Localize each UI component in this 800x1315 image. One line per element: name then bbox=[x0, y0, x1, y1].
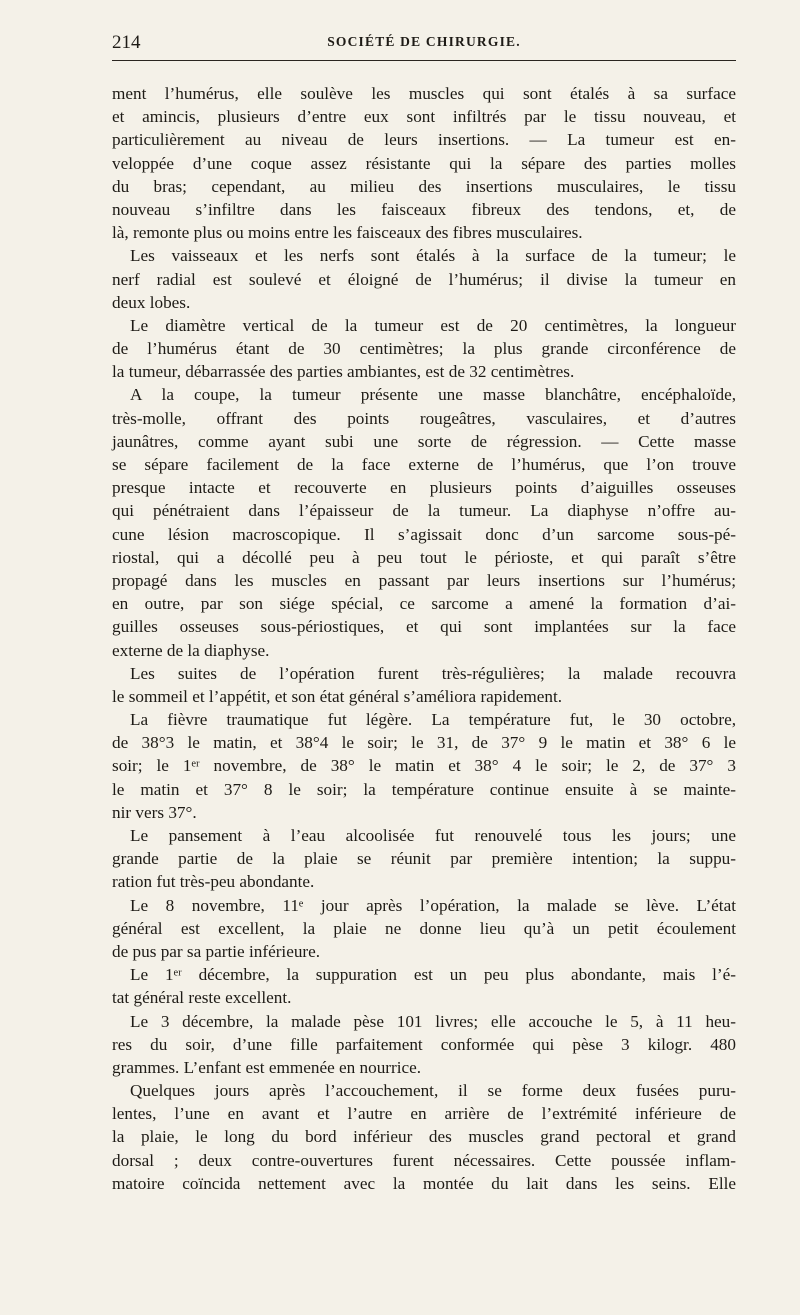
text-line: la plaie, le long du bord inférieur des muscles grand pectoral et grand bbox=[112, 1127, 736, 1147]
text-line: Le 3 décembre, la malade pèse 101 livres; elle accouche le 5, à 11 heu- bbox=[130, 1011, 736, 1031]
text-line: très-molle, offrant des points rougeâtres, vasculaires, et d’autres bbox=[112, 408, 736, 428]
text-line: de l’humérus étant de 30 centimètres; la plus grande circonférence de bbox=[112, 339, 736, 359]
text-line: ration fut très-peu abondante. bbox=[112, 872, 315, 892]
text-line: deux lobes. bbox=[112, 292, 191, 312]
book-page bbox=[112, 28, 736, 1193]
text-line: Le 1ᵉʳ décembre, la suppuration est un peu plus abondante, mais l’é- bbox=[130, 965, 736, 985]
paragraph bbox=[112, 963, 736, 1009]
text-line: en outre, par son siége spécial, ce sarcome a amené la formation d’ai- bbox=[112, 594, 736, 614]
text-line: lentes, l’une en avant et l’autre en arrière de l’extrémité inférieure de bbox=[112, 1104, 736, 1124]
text-line: riostal, qui a décollé peu à peu tout le périoste, et qui paraît s’être bbox=[112, 547, 736, 567]
running-head: SOCIÉTÉ DE CHIRURGIE. bbox=[327, 34, 521, 49]
text-line: nir vers 37°. bbox=[112, 802, 197, 822]
text-line: ment l’humérus, elle soulève les muscles qui sont étalés à sa surface bbox=[112, 84, 736, 103]
paragraph bbox=[112, 824, 736, 894]
text-line: particulièrement au niveau de leurs insertions. — La tumeur est en- bbox=[112, 130, 736, 150]
text-line: nerf radial est soulevé et éloigné de l’humérus; il divise la tumeur en bbox=[112, 269, 736, 289]
text-line: là, remonte plus ou moins entre les faisceaux des fibres musculaires. bbox=[112, 223, 583, 243]
text-line: et amincis, plusieurs d’entre eux sont infiltrés par le tissu nouveau, et bbox=[112, 107, 736, 127]
text-line: de 38°3 le matin, et 38°4 le soir; le 31, de 37° 9 le matin et 38° 6 le bbox=[112, 733, 736, 753]
text-line: soir; le 1ᵉʳ novembre, de 38° le matin et 38° 4 le soir; le 2, de 37° 3 bbox=[112, 756, 736, 776]
header-rule bbox=[112, 60, 736, 61]
text-line: Le 8 novembre, 11ᵉ jour après l’opération, la malade se lève. L’état bbox=[130, 895, 736, 915]
text-line: res du soir, d’une fille parfaitement conformée qui pèse 3 kilogr. 480 bbox=[112, 1034, 736, 1054]
paragraph bbox=[112, 1010, 736, 1080]
paragraph bbox=[112, 894, 736, 964]
paragraph bbox=[112, 383, 736, 661]
page-number: 214 bbox=[112, 32, 141, 53]
paragraph bbox=[112, 314, 736, 384]
text-line: dorsal ; deux contre-ouvertures furent nécessaires. Cette poussée inflam- bbox=[112, 1150, 736, 1170]
text-line: de pus par sa partie inférieure. bbox=[112, 941, 321, 961]
page-header bbox=[112, 28, 736, 58]
text-line: général est excellent, la plaie ne donne lieu qu’à un petit écoulement bbox=[112, 918, 736, 938]
text-line: tat général reste excellent. bbox=[112, 988, 292, 1008]
text-line: veloppée d’une coque assez résistante qui la sépare des parties molles bbox=[112, 153, 736, 173]
paragraph bbox=[112, 662, 736, 708]
text-line: presque intacte et recouverte en plusieurs points d’aiguilles osseuses bbox=[112, 478, 736, 498]
text-line: la tumeur, débarrassée des parties ambiantes, est de 32 centimètres. bbox=[112, 362, 575, 382]
text-line: propagé dans les muscles en passant par leurs insertions sur l’humérus; bbox=[112, 570, 736, 590]
text-line: cune lésion macroscopique. Il s’agissait donc d’un sarcome sous-pé- bbox=[112, 524, 736, 544]
text-line: Les suites de l’opération furent très-régulières; la malade recouvra bbox=[130, 663, 736, 683]
text-line: le matin et 37° 8 le soir; la température continue ensuite à se mainte- bbox=[112, 779, 736, 799]
text-line: jaunâtres, comme ayant subi une sorte de régression. — Cette masse bbox=[112, 431, 736, 451]
text-line: Le pansement à l’eau alcoolisée fut renouvelé tous les jours; une bbox=[130, 826, 736, 845]
text-line: grammes. L’enfant est emmenée en nourrice. bbox=[112, 1057, 422, 1077]
body-text bbox=[112, 82, 736, 1195]
text-line: La fièvre traumatique fut légère. La température fut, le 30 octobre, bbox=[130, 710, 736, 730]
text-line: guilles osseuses sous-périostiques, et qui sont implantées sur la face bbox=[112, 617, 736, 637]
paragraph bbox=[112, 1079, 736, 1195]
text-line: externe de la diaphyse. bbox=[112, 640, 270, 660]
text-line: A la coupe, la tumeur présente une masse blanchâtre, encéphaloïde, bbox=[130, 385, 736, 405]
text-line: du bras; cependant, au milieu des insertions musculaires, le tissu bbox=[112, 176, 736, 196]
text-line: qui pénétraient dans l’épaisseur de la tumeur. La diaphyse n’offre au- bbox=[112, 501, 736, 521]
paragraph bbox=[112, 82, 736, 244]
text-line: Quelques jours après l’accouchement, il se forme deux fusées puru- bbox=[130, 1081, 736, 1101]
text-line: matoire coïncida nettement avec la montée du lait dans les seins. Elle bbox=[112, 1173, 736, 1193]
text-line: Le diamètre vertical de la tumeur est de 20 centimètres, la longueur bbox=[130, 315, 736, 335]
text-line: le sommeil et l’appétit, et son état général s’améliora rapidement. bbox=[112, 686, 563, 706]
text-line: nouveau s’infiltre dans les faisceaux fibreux des tendons, et, de bbox=[112, 199, 736, 219]
text-line: grande partie de la plaie se réunit par première intention; la suppu- bbox=[112, 849, 736, 869]
text-line: Les vaisseaux et les nerfs sont étalés à la surface de la tumeur; le bbox=[130, 246, 736, 266]
paragraph bbox=[112, 244, 736, 314]
paragraph bbox=[112, 708, 736, 824]
text-line: se sépare facilement de la face externe de l’humérus, que l’on trouve bbox=[112, 455, 736, 474]
